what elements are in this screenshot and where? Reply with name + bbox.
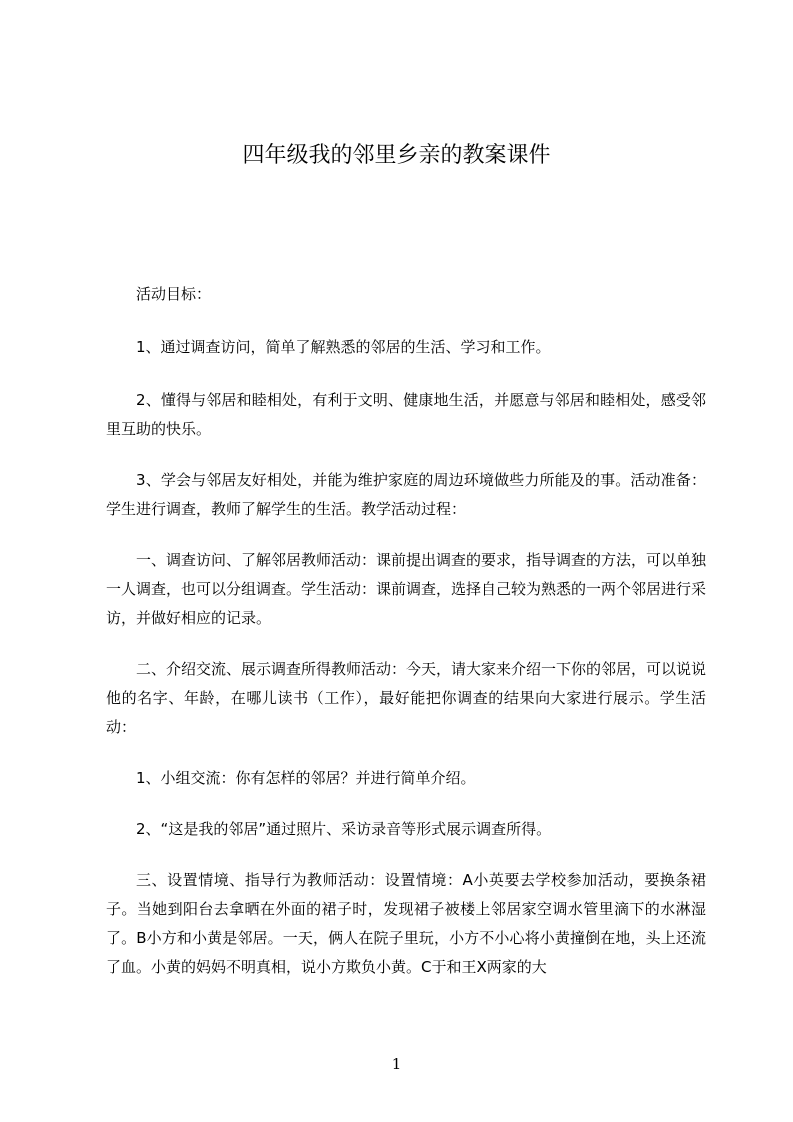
paragraph-objective-3: 3、学会与邻居友好相处，并能为维护家庭的周边环境做些力所能及的事。活动准备：学生进行调查，教师了解学生的生活。教学活动过程： xyxy=(106,471,706,518)
paragraph-section-1: 一、调查访问、了解邻居教师活动：课前提出调查的要求，指导调查的方法，可以单独一人调查，也可以分组调查。学生活动：课前调查，选择自己较为熟悉的一两个邻居进行采访，并做好相应的记录。 xyxy=(106,551,707,627)
paragraph-section-2: 二、介绍交流、展示调查所得教师活动：今天，请大家来介绍一下你的邻居，可以说说他的名字、年龄，在哪儿读书（工作），最好能把你调查的结果向大家进行展示。学生活动： xyxy=(106,660,707,736)
document-body xyxy=(106,280,706,982)
paragraph-objective-2: 2、懂得与邻居和睦相处，有利于文明、健康地生活，并愿意与邻居和睦相处，感受邻里互助的快乐。 xyxy=(106,391,706,438)
page-title: 四年级我的邻里乡亲的教案课件 xyxy=(242,143,551,168)
paragraph-objectives-heading: 活动目标： xyxy=(136,285,212,303)
paragraph-student-activity-1: 1、小组交流：你有怎样的邻居？并进行简单介绍。 xyxy=(136,769,476,787)
paragraph-student-activity-2: 2、“这是我的邻居”通过照片、采访录音等形式展示调查所得。 xyxy=(136,820,552,838)
paragraph-objective-1: 1、通过调查访问，简单了解熟悉的邻居的生活、学习和工作。 xyxy=(136,338,551,356)
paragraph-section-3: 三、设置情境、指导行为教师活动：设置情境：A小英要去学校参加活动，要换条裙子。当她到阳台去拿晒在外面的裙子时，发现裙子被楼上邻居家空调水管里滴下的水淋湿了。B小方和小黄是邻居。一天，俩人在院子里玩，小方不小心将小黄撞倒在地，头上还流了血。小黄的妈妈不明真相，说小方欺负小黄。C于和王X两家的大 xyxy=(106,871,706,976)
page-number: 1 xyxy=(391,1055,402,1073)
